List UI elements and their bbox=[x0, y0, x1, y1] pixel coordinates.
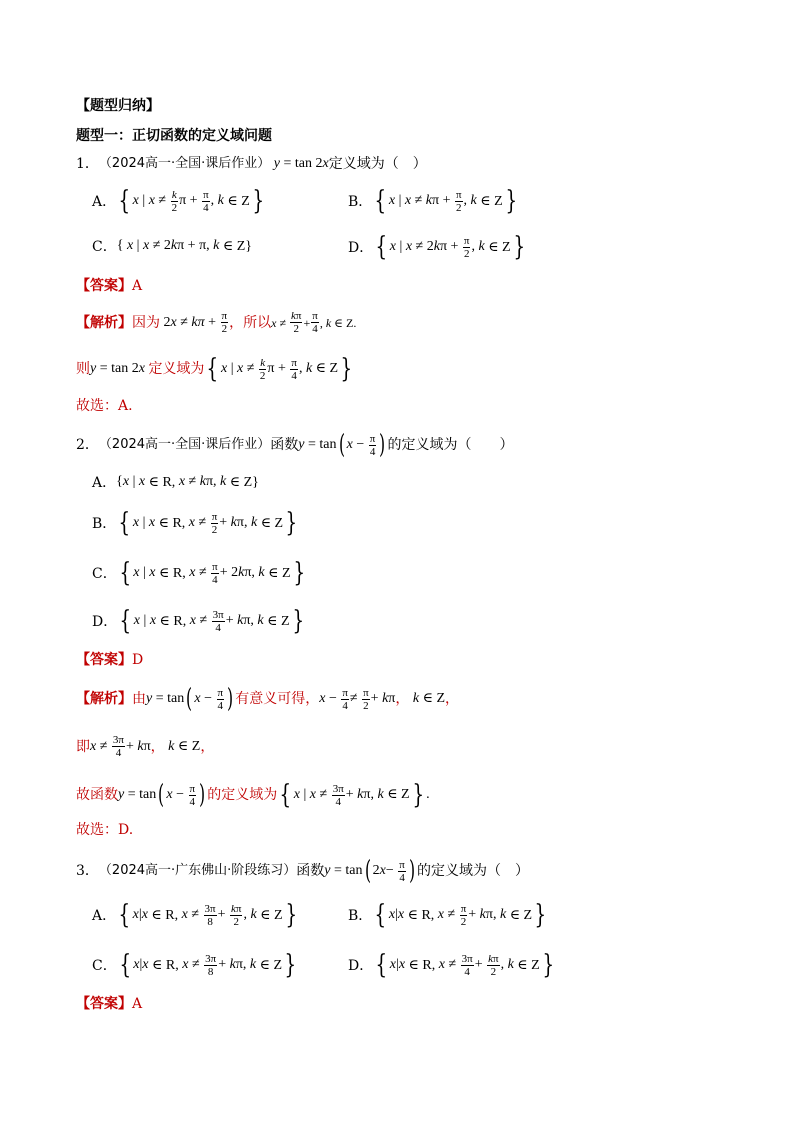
option-label: D． bbox=[348, 958, 374, 974]
option-math: { x | x ≠ $\frac{k}{2}$ π + $\frac{\pi}{4}$ , k ∈ Z } bbox=[118, 186, 264, 216]
option-math: { x | x ≠ 2 k π + $\frac{\pi}{2}$ , k ∈ Z } bbox=[375, 232, 525, 262]
q3-option-b[interactable] bbox=[348, 902, 549, 928]
answer-value: A bbox=[132, 278, 143, 294]
choose-label: 故选： bbox=[76, 822, 118, 838]
q2-analysis-line2 bbox=[76, 734, 214, 759]
q2-option-a[interactable] bbox=[92, 472, 259, 492]
question-text: 定义域为（ ） bbox=[328, 156, 427, 172]
analysis-math: k ∈ Z bbox=[168, 738, 201, 754]
option-label: A． bbox=[92, 194, 117, 210]
q1-option-d[interactable] bbox=[348, 234, 527, 260]
analysis-text: 即 bbox=[76, 738, 90, 755]
section-title: 【题型归纳】 bbox=[76, 98, 160, 114]
analysis-math: x − $\frac{\pi}{4}$ ≠ $\frac{\pi}{2}$ + k π bbox=[319, 686, 396, 712]
analysis-math: y = tan 2 x bbox=[90, 361, 145, 376]
q3-option-a[interactable] bbox=[92, 902, 299, 928]
question-text: 的定义域为（ ） bbox=[417, 863, 529, 879]
q3-option-c[interactable] bbox=[92, 952, 299, 978]
analysis-text: ， bbox=[395, 691, 410, 707]
q3-answer bbox=[76, 994, 142, 1014]
q2-analysis-line3 bbox=[76, 782, 430, 808]
analysis-math: { x | x ≠ $\frac{3\pi}{4}$ + k π, k ∈ Z } . bbox=[279, 780, 430, 810]
question-type-title: 题型一：正切函数的定义域问题 bbox=[76, 128, 272, 144]
answer-label: 【答案】 bbox=[76, 652, 132, 668]
q2-option-b[interactable] bbox=[92, 510, 300, 536]
analysis-text: ，所以 bbox=[229, 314, 272, 331]
q2-choose bbox=[76, 820, 133, 840]
analysis-text: 定义域为 bbox=[148, 361, 205, 377]
option-label: C． bbox=[92, 958, 117, 974]
q2-option-d[interactable] bbox=[92, 608, 306, 634]
analysis-math: x ≠ $\frac{k\pi}{2}$ + $\frac{\pi}{4}$ , k ∈ Z. bbox=[271, 310, 357, 335]
option-math: { x | x ∈ R, x ≠ $\frac{3\pi}{4}$ + $\frac{k\pi}{2}$ , k ∈ Z } bbox=[375, 950, 554, 980]
q1-option-a[interactable] bbox=[92, 188, 266, 214]
option-label: D． bbox=[348, 240, 374, 256]
q1-analysis-line2 bbox=[76, 356, 355, 382]
question-number: 3． bbox=[76, 863, 99, 879]
question-3-stem bbox=[76, 858, 529, 884]
option-label: A． bbox=[92, 475, 117, 491]
analysis-text: 因为 bbox=[132, 314, 160, 331]
choose-label: 故选： bbox=[76, 398, 118, 414]
option-label: D． bbox=[92, 614, 118, 630]
q1-choose bbox=[76, 396, 133, 416]
question-text: 函数 bbox=[296, 863, 325, 879]
option-math: { x | x ∈ R, x ≠ $\frac{3\pi}{8}$ + $\frac{k\pi}{2}$ , k ∈ Z } bbox=[118, 900, 297, 930]
option-label: A． bbox=[92, 908, 117, 924]
choose-value: A. bbox=[118, 398, 133, 414]
function-expr: y = tan 2 x bbox=[273, 156, 329, 171]
analysis-math: y = tan ( x − $\frac{\pi}{4}$ ) bbox=[118, 780, 206, 810]
q2-option-c[interactable] bbox=[92, 560, 307, 586]
option-math: { x | x ∈ R, x ≠ $\frac{\pi}{2}$ + k π, k ∈ Z } bbox=[118, 508, 298, 538]
option-math: { x | x ≠ 2 k π + π, k ∈ Z} bbox=[116, 238, 253, 254]
question-2-stem bbox=[76, 432, 514, 458]
question-text: 的定义域为（ ） bbox=[387, 437, 514, 453]
option-label: C． bbox=[92, 239, 117, 255]
q1-option-c[interactable] bbox=[92, 236, 252, 256]
answer-label: 【答案】 bbox=[76, 278, 132, 294]
analysis-math: k ∈ Z bbox=[412, 691, 445, 706]
question-number: 1． bbox=[76, 156, 99, 172]
function-expr: y = tan ( x − $\frac{\pi}{4}$ ) bbox=[298, 430, 386, 460]
q1-analysis bbox=[76, 310, 356, 335]
analysis-math: { x | x ≠ $\frac{k}{2}$ π + $\frac{\pi}{4}$ , k ∈ Z } bbox=[206, 354, 353, 384]
option-label: C． bbox=[92, 566, 117, 582]
q1-option-b[interactable] bbox=[348, 188, 519, 214]
option-math: { x | x ∈ R, x ≠ $\frac{\pi}{4}$ + 2 k π, k ∈ Z } bbox=[119, 558, 305, 588]
analysis-math: x ≠ $\frac{3\pi}{4}$ + k π bbox=[90, 734, 151, 759]
question-source: （2024高一·全国·课后作业） bbox=[98, 437, 271, 452]
option-label: B． bbox=[348, 908, 373, 924]
analysis-text: ， bbox=[445, 691, 459, 707]
question-number: 2． bbox=[76, 437, 99, 453]
q1-answer bbox=[76, 276, 142, 296]
analysis-math: 2 x ≠ k π + $\frac{\pi}{2}$ bbox=[160, 310, 228, 335]
question-text: 函数 bbox=[270, 437, 299, 453]
analysis-text: 故函数 bbox=[76, 787, 118, 803]
analysis-math: y = tan ( x − $\frac{\pi}{4}$ ) bbox=[146, 684, 234, 714]
q2-analysis bbox=[76, 686, 459, 712]
choose-value: D. bbox=[118, 822, 134, 838]
option-math: { x | x ≠ k π + $\frac{\pi}{2}$ , k ∈ Z } bbox=[374, 186, 517, 216]
analysis-text: 则 bbox=[76, 361, 90, 377]
analysis-text: ， bbox=[200, 738, 215, 755]
answer-label: 【答案】 bbox=[76, 996, 132, 1012]
analysis-label: 【解析】 bbox=[76, 691, 132, 707]
question-1-stem bbox=[76, 154, 427, 174]
answer-value: D bbox=[132, 652, 144, 668]
analysis-text: 有意义可得， bbox=[235, 691, 320, 707]
function-expr: y = tan ( 2 x − $\frac{\pi}{4}$ ) bbox=[324, 856, 415, 886]
analysis-label: 【解析】 bbox=[76, 314, 132, 331]
analysis-text: 由 bbox=[132, 691, 146, 707]
option-math: { x | x ∈ R, x ≠ $\frac{3\pi}{8}$ + k π, k ∈ Z } bbox=[119, 950, 297, 980]
analysis-text: 的定义域为 bbox=[207, 787, 278, 803]
q3-option-d[interactable] bbox=[348, 952, 556, 978]
q2-answer bbox=[76, 650, 143, 670]
question-source: （2024高一·全国·课后作业） bbox=[98, 156, 271, 171]
answer-value: A bbox=[132, 996, 143, 1012]
analysis-text: ， bbox=[150, 738, 165, 755]
option-math: { x | x ∈ R, x ≠ $\frac{\pi}{2}$ + k π, k ∈ Z } bbox=[374, 900, 547, 930]
option-label: B． bbox=[348, 194, 373, 210]
question-source: （2024高一·广东佛山·阶段练习） bbox=[98, 863, 297, 878]
option-label: B． bbox=[92, 516, 117, 532]
option-math: { x | x ∈ R, x ≠ $\frac{3\pi}{4}$ + k π, k ∈ Z } bbox=[119, 606, 304, 636]
option-math: { x | x ∈ R, x ≠ k π, k ∈ Z} bbox=[116, 474, 259, 490]
